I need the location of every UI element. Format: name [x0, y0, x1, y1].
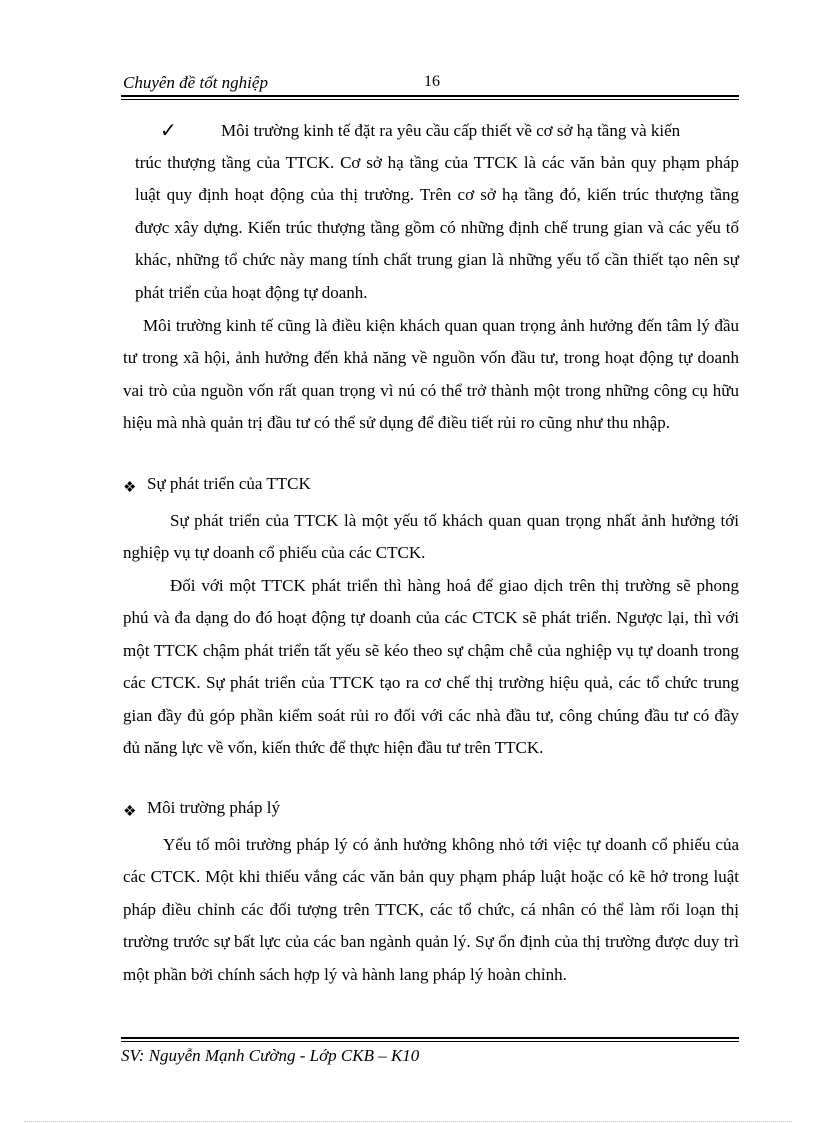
section1-paragraph-1: Sự phát triển của TTCK là một yếu tố khách quan quan trọng nhất ảnh hưởng tới nghiệp vụ tự doanh cổ phiếu của các CTCK.	[123, 511, 739, 563]
diamond-bullet-icon: ❖	[123, 804, 137, 820]
bullet1-first-line: Môi trường kinh tế đặt ra yêu cầu cấp thiết về cơ sở hạ tầng và kiến	[221, 121, 681, 140]
footer-rule-thin	[121, 1041, 739, 1042]
paragraph-economic-environment: Môi trường kinh tế cũng là điều kiện khách quan quan trọng ảnh hưởng đến tâm lý đầu tư trong xã hội, ảnh hưởng đến khả năng về nguồn vốn đầu tư, trong hoạt động tự doanh vai trò của nguồn vốn rất quan trọng vì nú có thể trở thành một trong những công cụ hữu hiệu mà nhà quản trị đầu tư có thể sử dụng để điều tiết rủi ro cũng như thu nhập.	[123, 316, 739, 433]
section2-heading: Môi trường pháp lý	[147, 798, 280, 817]
page-edge-divider	[24, 1121, 792, 1122]
diamond-bullet-icon: ❖	[123, 480, 137, 496]
page-number: 16	[424, 73, 440, 90]
checkmark-icon: ✓	[160, 120, 177, 142]
header-title: Chuyên đề tốt nghiệp	[123, 73, 268, 92]
section1-heading: Sự phát triển của TTCK	[147, 474, 311, 493]
footer-text: SV: Nguyễn Mạnh Cường - Lớp CKB – K10	[121, 1046, 420, 1065]
header-rule-thick	[121, 95, 739, 97]
header-rule-thin	[121, 99, 739, 100]
bullet1-continuation: trúc thượng tầng của TTCK. Cơ sở hạ tầng của TTCK là các văn bản quy phạm pháp luật quy định hoạt động của thị trường. Trên cơ sở hạ tầng đó, kiến trúc thượng tầng được xây dựng. Kiến trúc thượng tầng gồm có những định chế trung gian và các yếu tố khác, những tổ chức này mang tính chất trung gian là những yếu tố cần thiết tạo nên sự phát triển của hoạt động tự doanh.	[135, 153, 739, 302]
section1-paragraph-2: Đối với một TTCK phát triển thì hàng hoá để giao dịch trên thị trường sẽ phong phú và đa dạng do đó hoạt động tự doanh của các CTCK sẽ phát triển. Ngược lại, thì với một TTCK chậm phát triển tất yếu sẽ kéo theo sự chậm chễ của nghiệp vụ tự doanh trong các CTCK. Sự phát triển của TTCK tạo ra cơ chế thị trường hiệu quả, các tổ chức trung gian đầy đủ góp phần kiểm soát rủi ro đối với các nhà đầu tư, công chúng đầu tư có đầy đủ năng lực về vốn, kiến thức để thực hiện đầu tư trên TTCK.	[123, 576, 739, 758]
section2-paragraph-1: Yếu tố môi trường pháp lý có ảnh hưởng không nhỏ tới việc tự doanh cổ phiếu của các CTCK. Một khi thiếu vắng các văn bản quy phạm pháp luật hoặc có kẽ hở trong luật pháp điều chỉnh các đối tượng trên TTCK, các tổ chức, cá nhân có thể làm rối loạn thị trường trước sự bất lực của các ban ngành quản lý. Sự ổn định của thị trường được duy trì một phần bởi chính sách hợp lý và hành lang pháp lý hoàn chỉnh.	[123, 835, 739, 984]
footer-rule-thick	[121, 1037, 739, 1039]
